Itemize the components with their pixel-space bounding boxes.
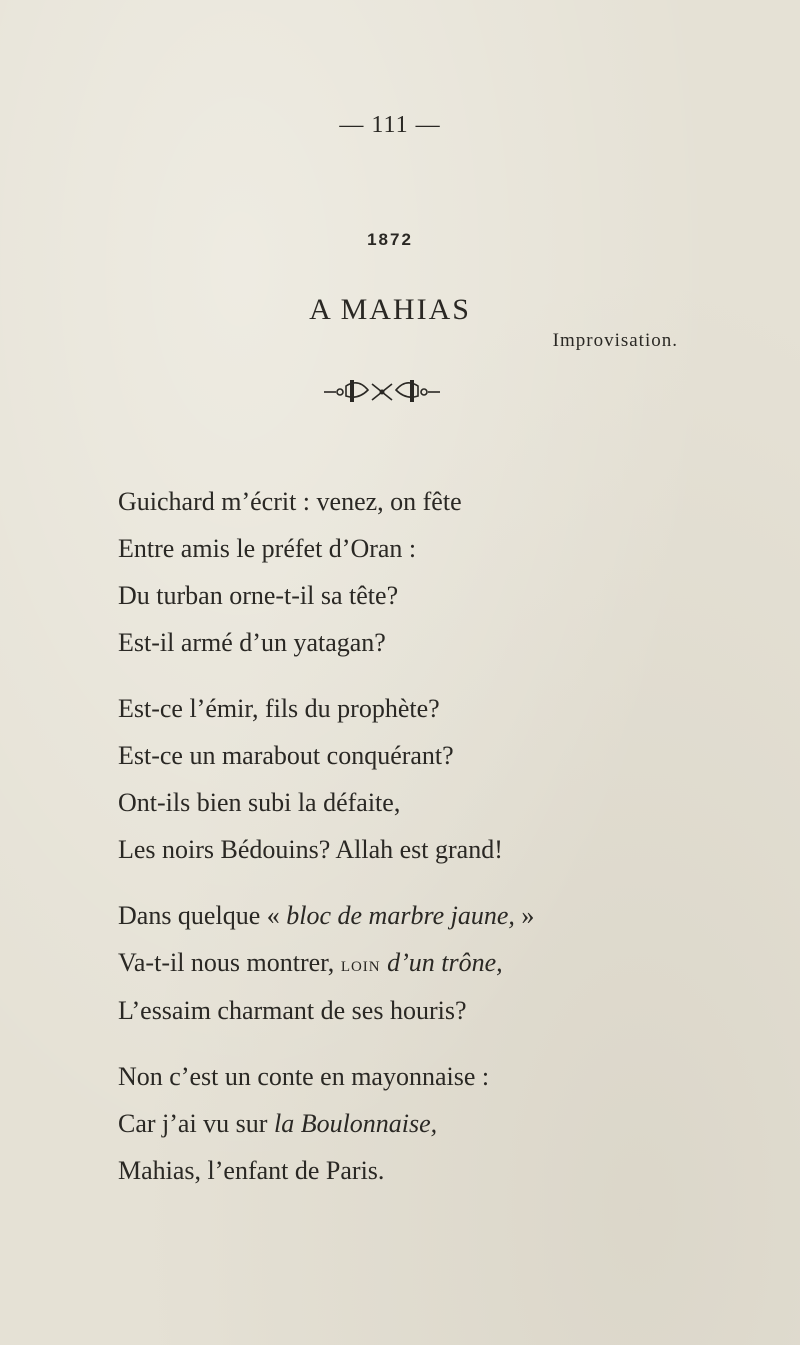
- poem-line: [118, 1100, 678, 1147]
- poem-line: [118, 892, 678, 939]
- poem-line: Mahias, l’enfant de Paris.: [118, 1156, 385, 1185]
- small-caps-segment: loin: [340, 951, 381, 976]
- text-segment: »: [514, 901, 535, 930]
- stanza: [118, 685, 678, 873]
- poem-line: Est-ce un marabout conquérant?: [118, 741, 454, 770]
- poem-title: A MAHIAS: [309, 293, 471, 326]
- stanza: [118, 478, 678, 666]
- poem-line: Non c’est un conte en mayonnaise :: [118, 1062, 490, 1091]
- poem-subtitle: Improvisation.: [552, 330, 678, 351]
- poem-line: Est-ce l’émir, fils du prophète?: [118, 694, 440, 723]
- fleuron-ornament-icon: [322, 372, 442, 404]
- poem-line: [118, 939, 678, 987]
- poem-line: L’essaim charmant de ses houris?: [118, 996, 467, 1025]
- poem-line: Les noirs Bédouins? Allah est grand!: [118, 835, 503, 864]
- italic-segment: d’un trône,: [387, 948, 503, 977]
- italic-segment: la Boulonnaise,: [273, 1109, 438, 1138]
- italic-segment: bloc de marbre jaune,: [286, 901, 515, 930]
- stanza: [118, 1053, 678, 1194]
- poem-line: Du turban orne-t-il sa tête?: [118, 581, 399, 610]
- poem-line: Est-il armé d’un yatagan?: [118, 628, 386, 657]
- poem-body: [118, 478, 678, 1213]
- poem-year: 1872: [367, 230, 413, 249]
- poem-line: Ont-ils bien subi la défaite,: [118, 788, 401, 817]
- stanza: [118, 892, 678, 1034]
- text-segment: Car j’ai vu sur: [118, 1109, 274, 1138]
- poem-line: Guichard m’écrit : venez, on fête: [118, 487, 462, 516]
- text-segment: Va-t-il nous montrer,: [118, 948, 341, 977]
- poem-line: Entre amis le préfet d’Oran :: [118, 534, 417, 563]
- page-number: — 111 —: [339, 112, 441, 138]
- text-segment: Dans quelque «: [118, 901, 287, 930]
